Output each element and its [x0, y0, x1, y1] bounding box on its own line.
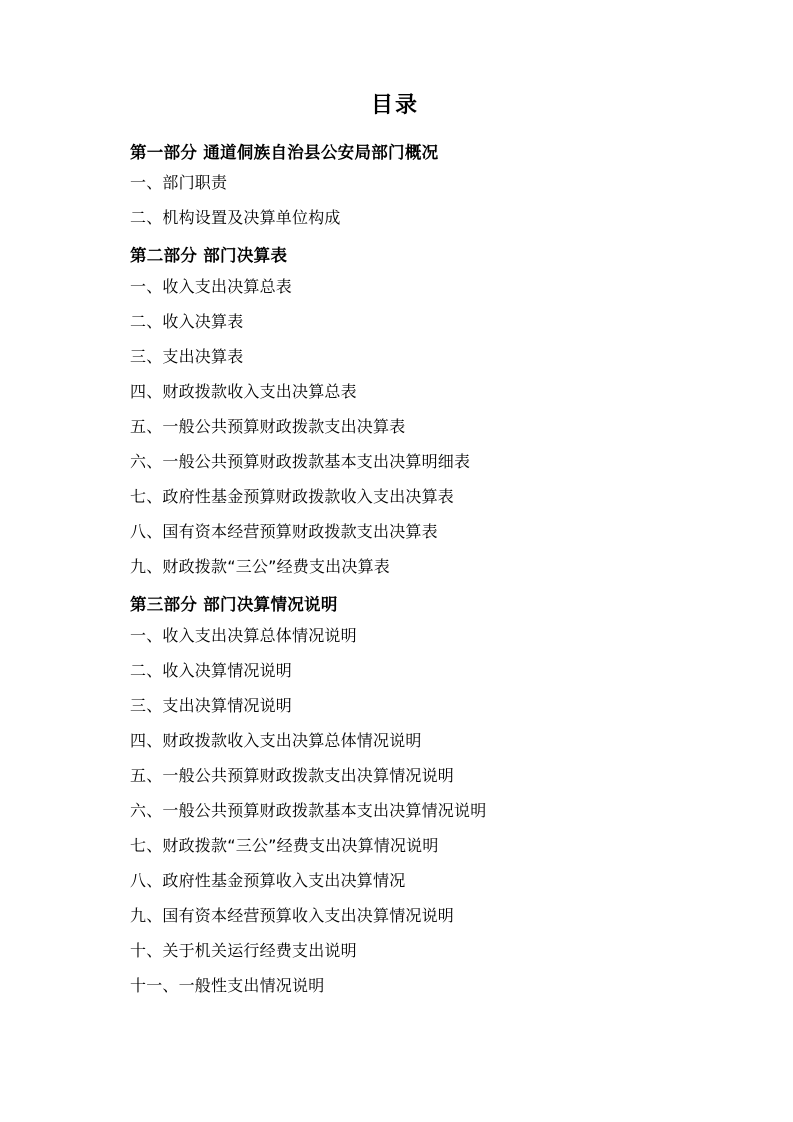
toc-entry: 八、政府性基金预算收入支出决算情况: [130, 870, 406, 890]
toc-entry: 四、财政拨款收入支出决算总体情况说明: [130, 730, 422, 750]
toc-section-2: [130, 244, 670, 579]
toc-entry: 二、机构设置及决算单位构成: [130, 208, 341, 228]
toc-entry: 十、关于机关运行经费支出说明: [130, 940, 357, 960]
toc-entry: 四、财政拨款收入支出决算总表: [130, 382, 357, 402]
toc-entry: 三、支出决算表: [130, 347, 244, 367]
toc-entry: 三、支出决算情况说明: [130, 695, 293, 715]
toc-entry: 九、国有资本经营预算收入支出决算情况说明: [130, 905, 455, 925]
toc-entry: 一、部门职责: [130, 173, 228, 193]
toc-section-heading: 第一部分 通道侗族自治县公安局部门概况: [130, 142, 439, 162]
toc-entry: 七、财政拨款“三公”经费支出决算情况说明: [130, 835, 439, 855]
toc-entry: 五、一般公共预算财政拨款支出决算表: [130, 417, 406, 437]
toc-entry: 六、一般公共预算财政拨款基本支出决算明细表: [130, 452, 471, 472]
toc-entry: 八、国有资本经营预算财政拨款支出决算表: [130, 522, 438, 542]
toc-entry: 一、收入支出决算总表: [130, 277, 293, 297]
toc-entry: 二、收入决算情况说明: [130, 660, 293, 680]
toc-entry: 六、一般公共预算财政拨款基本支出决算情况说明: [130, 800, 487, 820]
toc-entry: 二、收入决算表: [130, 312, 244, 332]
toc-section-heading: 第三部分 部门决算情况说明: [130, 595, 338, 615]
toc-entry: 一、收入支出决算总体情况说明: [130, 625, 357, 645]
table-of-contents: [130, 92, 670, 1009]
toc-section-1: [130, 141, 670, 231]
page-title: 目录: [370, 93, 419, 118]
toc-section-heading: 第二部分 部门决算表: [130, 246, 288, 266]
toc-entry: 五、一般公共预算财政拨款支出决算情况说明: [130, 765, 455, 785]
toc-entry: 九、财政拨款“三公”经费支出决算表: [130, 557, 390, 577]
toc-entry: 七、政府性基金预算财政拨款收入支出决算表: [130, 487, 455, 507]
toc-section-3: [130, 593, 670, 998]
toc-entry: 十一、一般性支出情况说明: [130, 975, 325, 995]
